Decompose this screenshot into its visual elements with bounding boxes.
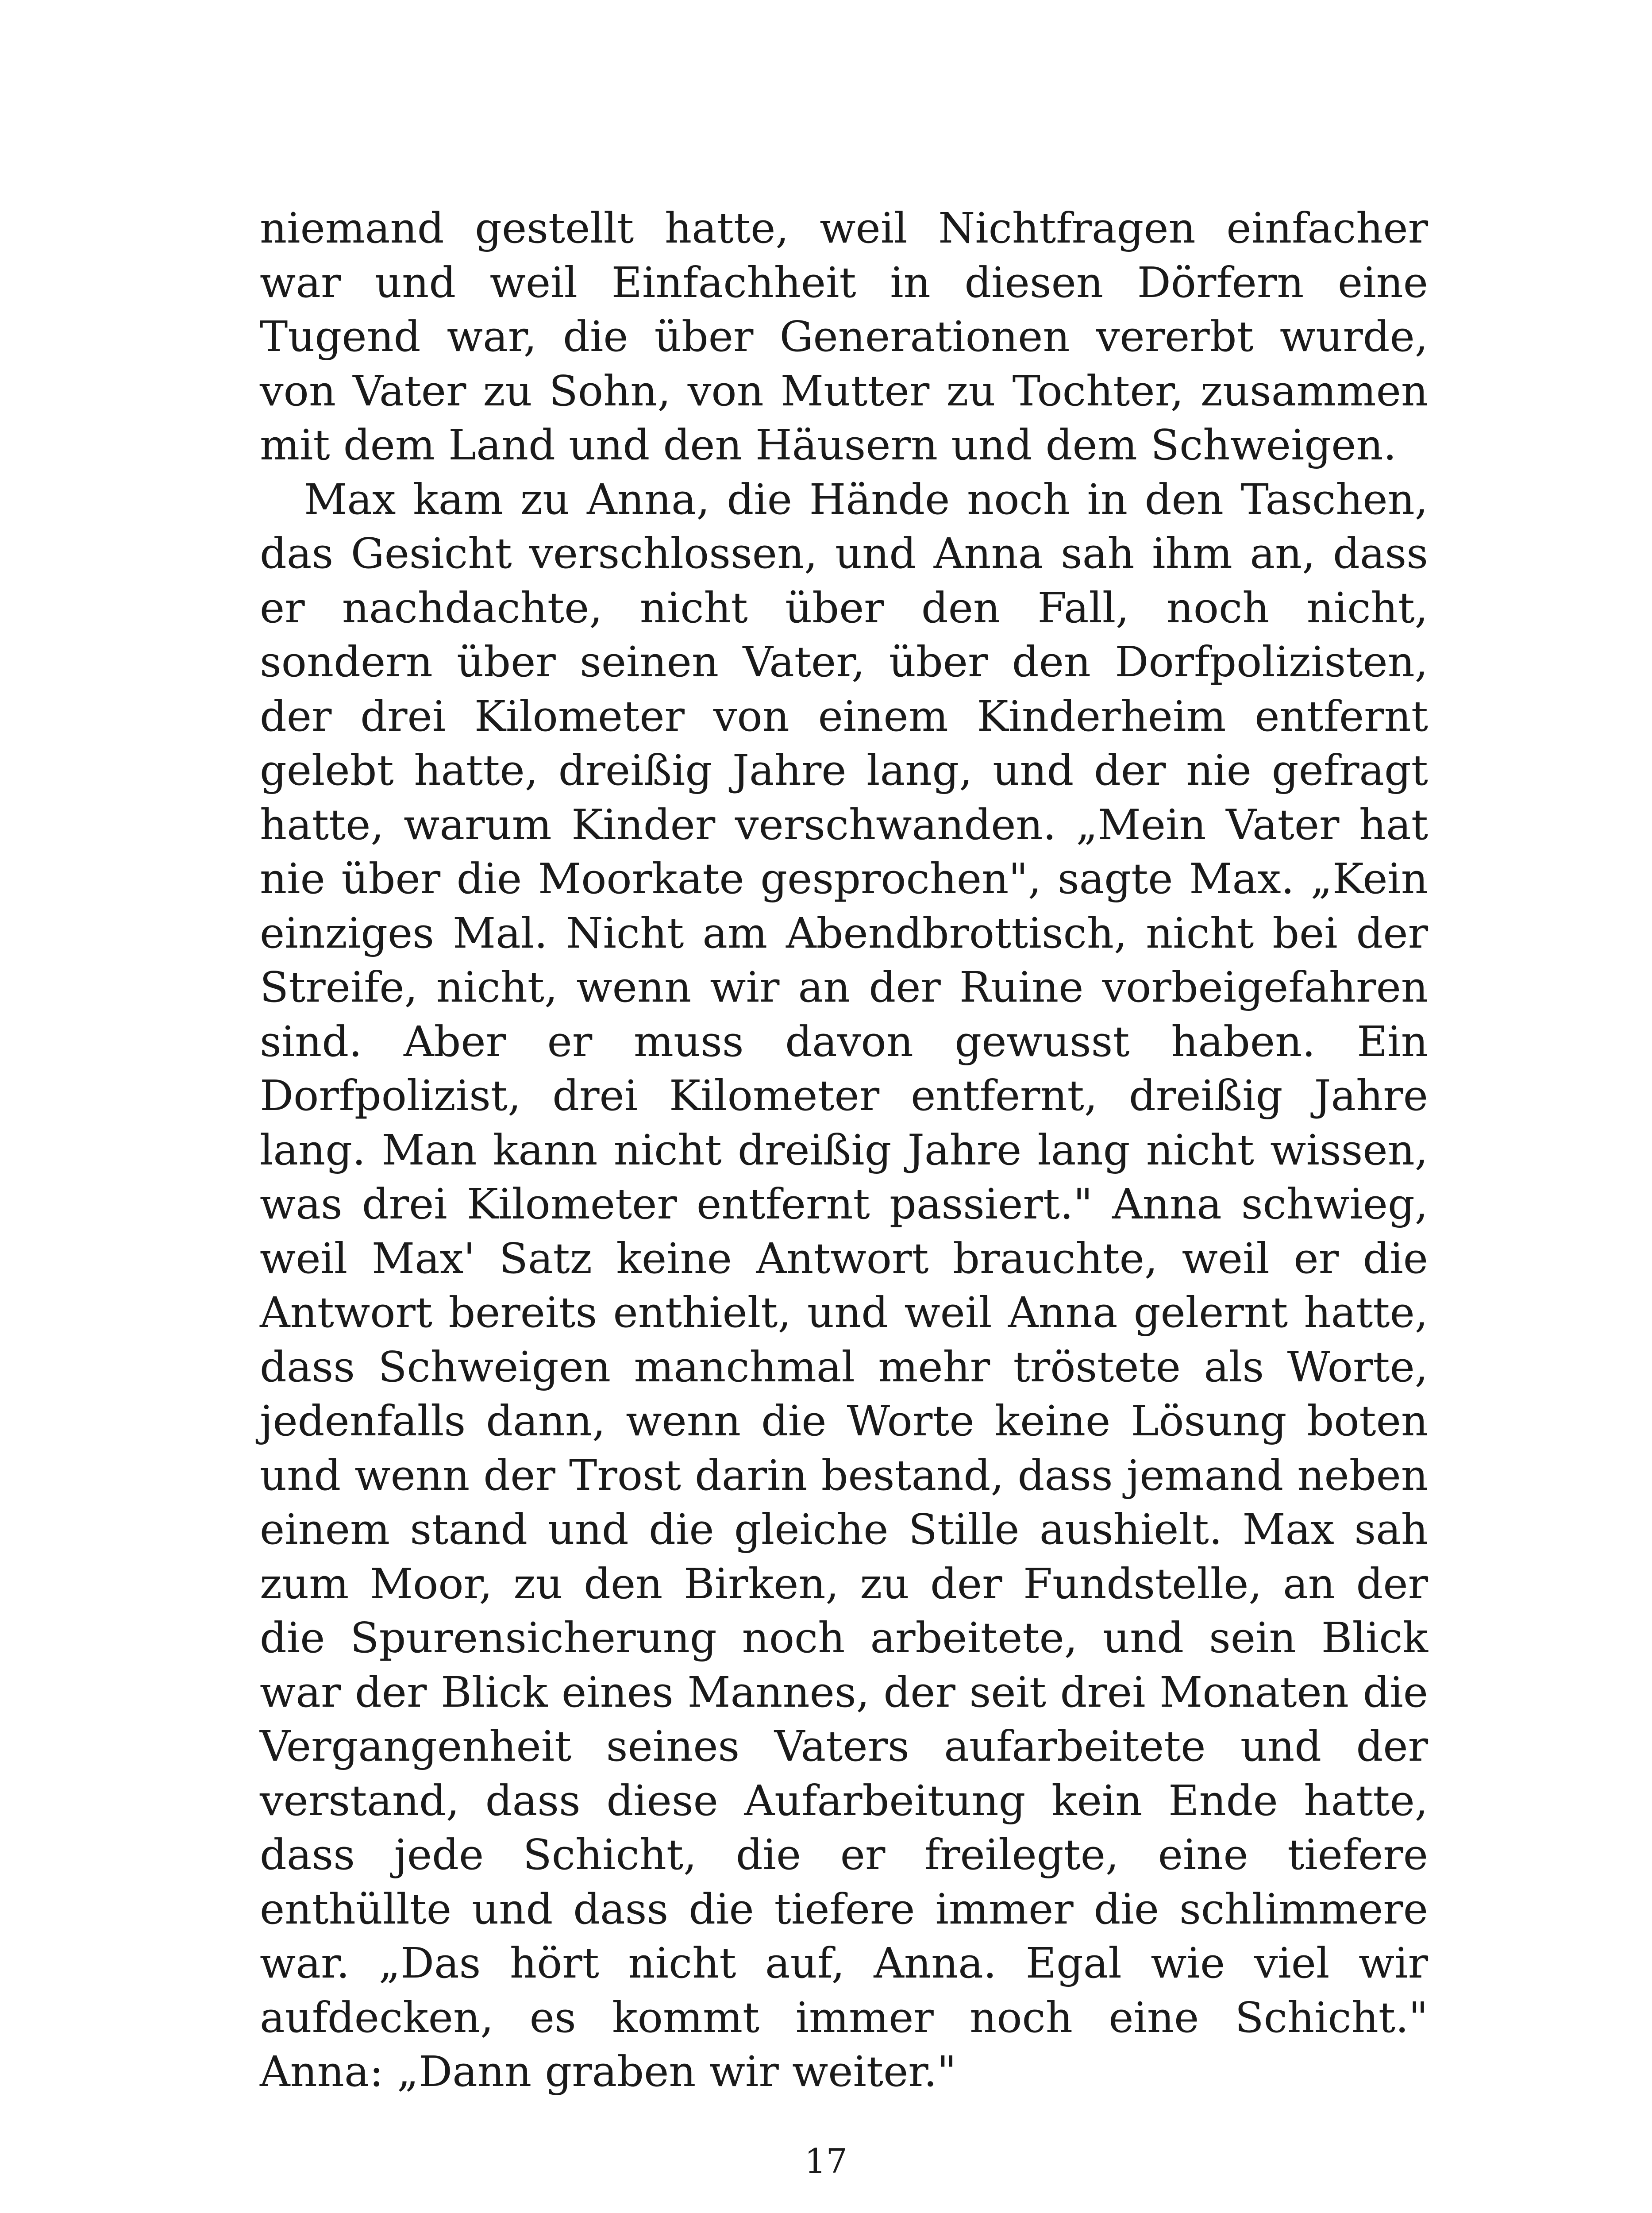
body-text <box>260 201 1428 2099</box>
paragraph: Max kam zu Anna, die Hände noch in den Taschen, das Gesicht verschlossen, und Anna sah ihm an, dass er nachdachte, nicht über den Fall, noch nicht, sondern über seinen Vater, über den Dorfpolizisten, der drei Kilometer von einem Kinderheim entfernt gelebt hatte, dreißig Jahre lang, und der nie gefragt hatte, warum Kinder verschwanden. „Mein Vater hat nie über die Moorkate gesprochen", sagte Max. „Kein einziges Mal. Nicht am Abendbrottisch, nicht bei der Streife, nicht, wenn wir an der Ruine vorbeigefahren sind. Aber er muss davon gewusst haben. Ein Dorfpolizist, drei Kilometer entfernt, dreißig Jahre lang. Man kann nicht dreißig Jahre lang nicht wissen, was drei Kilometer entfernt passiert." Anna schwieg, weil Max' Satz keine Antwort brauchte, weil er die Antwort bereits enthielt, und weil Anna gelernt hatte, dass Schweigen manchmal mehr tröstete als Worte, jedenfalls dann, wenn die Worte keine Lösung boten und wenn der Trost darin bestand, dass jemand neben einem stand und die gleiche Stille aushielt. Max sah zum Moor, zu den Birken, zu der Fundstelle, an der die Spurensicherung noch arbeitete, und sein Blick war der Blick eines Mannes, der seit drei Monaten die Vergangenheit seines Vaters aufarbeitete und der verstand, dass diese Aufarbeitung kein Ende hatte, dass jede Schicht, die er freilegte, eine tiefere enthüllte und dass die tiefere immer die schlimmere war. „Das hört nicht auf, Anna. Egal wie viel wir aufdecken, es kommt immer noch eine Schicht." Anna: „Dann graben wir weiter." <box>260 475 1428 2096</box>
paragraph-continuation: niemand gestellt hatte, weil Nichtfragen einfacher war und weil Einfachheit in diesen Dörfern eine Tugend war, die über Generationen vererbt wurde, von Vater zu Sohn, von Mutter zu Tochter, zusammen mit dem Land und den Häusern und dem Schweigen. <box>260 204 1428 470</box>
page-number: 17 <box>805 2141 847 2181</box>
